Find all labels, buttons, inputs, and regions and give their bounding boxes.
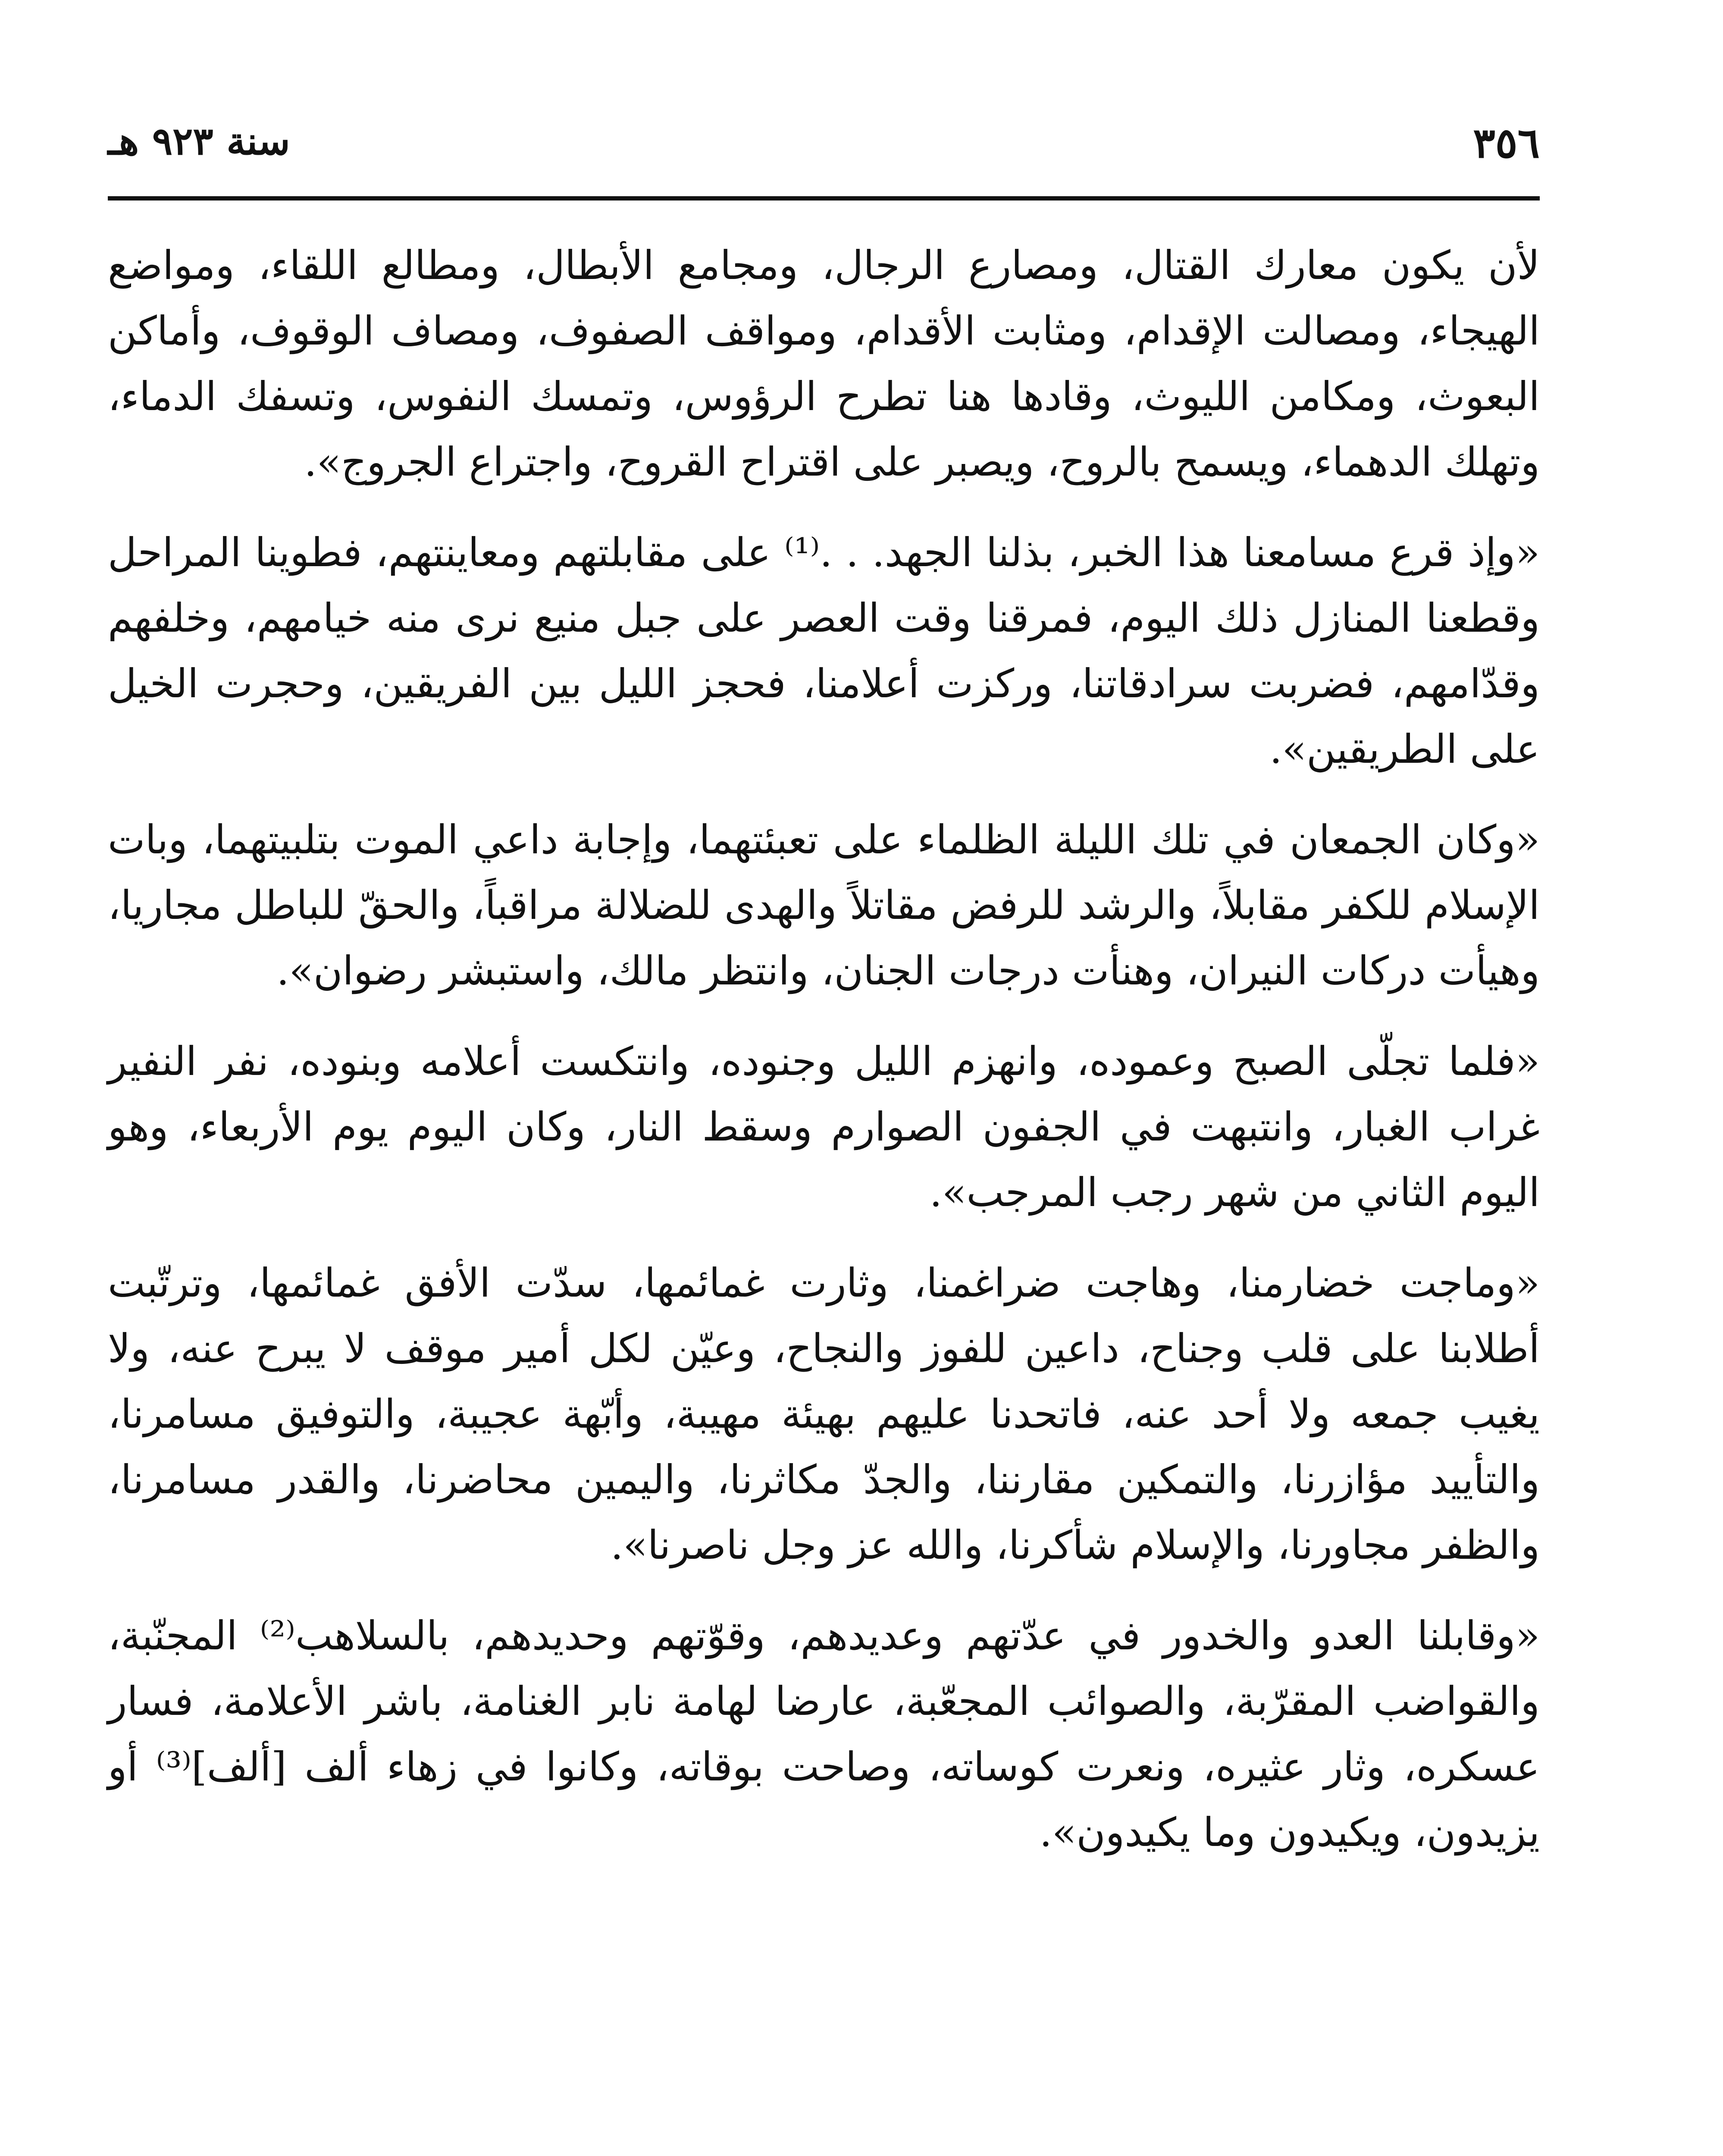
header-rule	[108, 196, 1540, 201]
paragraph-5: «وماجت خضارمنا، وهاجت ضراغمنا، وثارت غمائمها، سدّت الأفق غمائمها، وترتّبت أطلابنا على قلب وجناح، داعين للفوز والنجاح، وعيّن لكل أمير موقف لا يبرح عنه، ولا يغيب جمعه ولا أحد عنه، فاتحدنا عليهم بهيئة مهيبة، وأبّهة عجيبة، والتوفيق مسامرنا، والتأييد مؤازرنا، والتمكين مقارننا، والجدّ مكاثرنا، واليمين محاضرنا، والقدر مسامرنا، والظفر مجاورنا، والإسلام شأكرنا، والله عز وجل ناصرنا».	[108, 1260, 1540, 1568]
paragraph-1: لأن يكون معارك القتال، ومصارع الرجال، ومجامع الأبطال، ومطالع اللقاء، ومواضع الهيجاء، ومصالت الإقدام، ومثابت الأقدام، ومواقف الصفوف، ومصاف الوقوف، وأماكن البعوث، ومكامن الليوث، وقادها هنا تطرح الرؤوس، وتمسك النفوس، وتسفك الدماء، وتهلك الدهماء، ويسمح بالروح، ويصبر على اقتراح القروح، واجتراع الجروج».	[108, 242, 1540, 485]
paragraph-4: «فلما تجلّى الصبح وعموده، وانهزم الليل وجنوده، وانتكست أعلامه وبنوده، نفر النفير غراب الغبار، وانتبهت في الجفون الصوارم وسقط النار، وكان اليوم يوم الأربعاء، وهو اليوم الثاني من شهر رجب المرجب».	[108, 1038, 1540, 1216]
paragraph-2: «وإذ قرع مسامعنا هذا الخبر، بذلنا الجهد. . .⁽¹⁾ على مقابلتهم ومعاينتهم، فطوينا المراحل وقطعنا المنازل ذلك اليوم، فمرقنا وقت العصر على جبل منيع نرى منه خيامهم، وخلفهم وقدّامهم، فضربت سرادقاتنا، وركزت أعلامنا، فحجز الليل بين الفريقين، وحجرت الخيل على الطريقين».	[108, 530, 1540, 772]
page-header	[108, 110, 1540, 170]
page-number: ٣٥٦	[1473, 119, 1540, 167]
paragraph-3: «وكان الجمعان في تلك الليلة الظلماء على تعبئتهما، وإجابة داعي الموت بتلبيتهما، وبات الإسلام للكفر مقابلاً، والرشد للرفض مقاتلاً والهدى للضلالة مراقباً، والحقّ للباطل مجاريا، وهيأت دركات النيران، وهنأت درجات الجنان، وانتظر مالك، واستبشر رضوان».	[108, 817, 1540, 994]
paragraph-6: «وقابلنا العدو والخدور في عدّتهم وعديدهم، وقوّتهم وحديدهم، بالسلاهب⁽²⁾ المجنّبة، والقواضب المقرّبة، والصوائب المجعّبة، عارضا لهامة نابر الغنامة، باشر الأعلامة، فسار عسكره، وثار عثيره، ونعرت كوساته، وصاحت بوقاته، وكانوا في زهاء ألف [ألف]⁽³⁾ أو يزيدون، ويكيدون وما يكيدون».	[108, 1613, 1540, 1855]
running-head: سنة ٩٢٣ هـ	[108, 119, 290, 163]
body-text	[108, 233, 1540, 1890]
